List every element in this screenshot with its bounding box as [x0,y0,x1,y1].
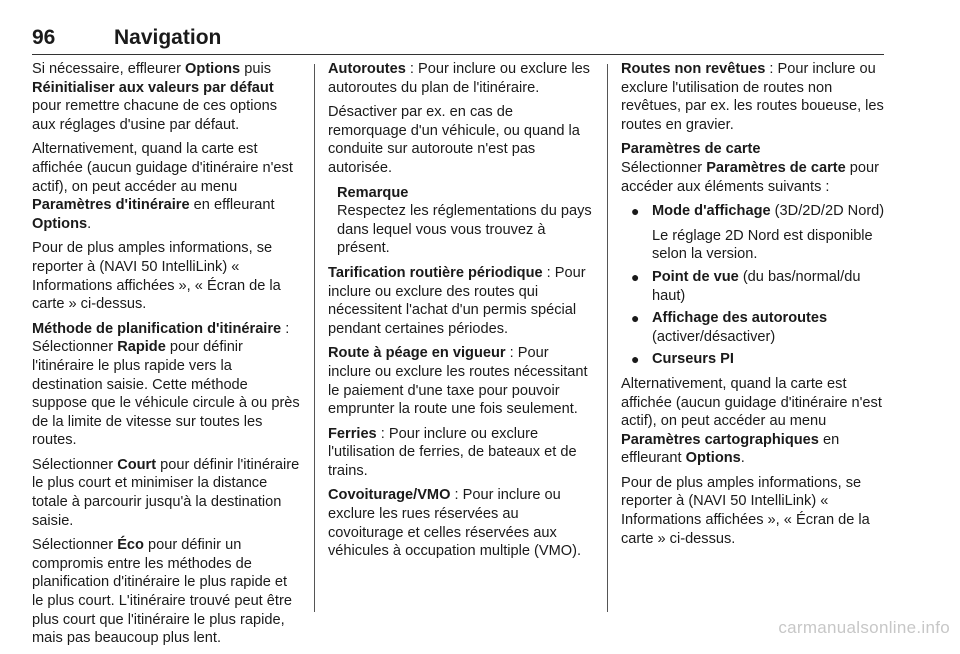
paragraph-ferries: Ferries : Pour inclure ou exclure l'utilisation de ferries, de bateaux et de trains. [328,425,577,479]
paragraph-reset-options: Si nécessaire, effleurer Options puis Réinitialiser aux valeurs par défaut pour remettre chacune de ces options aux réglages d'usine par défaut. [32,61,277,133]
paragraph-map-settings-menu: Alternativement, quand la carte est affichée (aucun guidage d'itinéraire n'est actif), on peut accéder au menu Paramètres cartographiques en effleurant Options. [621,375,882,467]
page-number: 96 [32,26,56,49]
paragraph-unpaved-roads: Routes non revêtues : Pour inclure ou exclure l'utilisation de routes non revêtues, par ex. les routes boueuse, les routes en gravier. [621,61,884,133]
paragraph-highways: Autoroutes : Pour inclure ou exclure les autoroutes du plan de l'itinéraire. [328,61,590,96]
column-1 [32,60,300,654]
bullet-icon: ● [631,203,640,220]
paragraph-disable-highways: Désactiver par ex. en cas de remorquage d'un véhicule, ou quand la conduite sur autoroute n'est pas autorisée. [328,104,580,176]
paragraph-short-route: Sélectionner Court pour définir l'itinéraire le plus court et minimiser la distance totale à parcourir jusqu'à la destination saisie. [32,456,300,529]
bullet-icon: ● [631,310,640,327]
page-header [32,26,884,55]
column-3 [621,60,887,554]
note-text: Respectez les réglementations du pays dans lequel vous vous trouvez à présent. [337,203,592,257]
note-box [337,184,594,258]
paragraph-more-info-2: Pour de plus amples informations, se reporter à (NAVI 50 IntelliLink) « Informations affichées », « Écran de la carte » ci-dessus. [621,474,870,547]
list-item: ● Affichage des autoroutes (activer/désactiver) [631,310,828,345]
column-divider-1 [314,64,315,612]
paragraph-route-settings-menu: Alternativement, quand la carte est affichée (aucun guidage d'itinéraire n'est actif), on peut accéder au menu Paramètres d'itinéraire en effleurant Options. [32,141,293,232]
list-item: ● Curseurs PI [631,351,734,368]
page-title: Navigation [114,26,222,49]
list-item: ● Mode d'affichage (3D/2D/2D Nord) Le réglage 2D Nord est disponible selon la version. [631,203,885,263]
column-divider-2 [607,64,608,612]
bullet-icon: ● [631,351,640,368]
section-map-settings: Paramètres de carte Sélectionner Paramètres de carte pour accéder aux éléments suivants : [621,141,879,195]
map-settings-list [621,202,887,369]
list-item: ● Point de vue (du bas/normal/du haut) [631,268,861,304]
paragraph-eco-route: Sélectionner Éco pour définir un compromis entre les méthodes de planification d'itinéraire le plus rapide et le plus court. L'itinéraire trouvé peut être plus court que l'itinéraire le plus rapide, mais pas beaucoup plus lent. [32,537,292,647]
paragraph-toll-road: Route à péage en vigueur : Pour inclure ou exclure les routes nécessitant le paiement d'une taxe pour pouvoir emprunter la route une fois seulement. [328,345,588,418]
paragraph-more-info: Pour de plus amples informations, se reporter à (NAVI 50 IntelliLink) « Informations affichées », « Écran de la carte » ci-dessus. [32,240,281,313]
paragraph-planning-method: Méthode de planification d'itinéraire : Sélectionner Rapide pour définir l'itinéraire le plus rapide vers la destination saisie. Cette méthode suppose que le véhicule circule à ou près de la limite de vitesse sur toutes les routes. [32,320,300,449]
note-title: Remarque [337,184,409,201]
bullet-icon: ● [631,268,640,285]
paragraph-carpool: Covoiturage/VMO : Pour inclure ou exclure les rues réservées au covoiturage et celles réservées aux véhicules à occupation multiple (VMO). [328,487,582,560]
paragraph-periodic-toll: Tarification routière périodique : Pour inclure ou exclure des routes qui nécessitent l'achat d'un permis spécial pendant certaines périodes. [328,264,586,337]
watermark: carmanualsonline.info [778,618,950,637]
section-heading: Paramètres de carte [621,141,761,158]
column-2 [328,60,594,567]
